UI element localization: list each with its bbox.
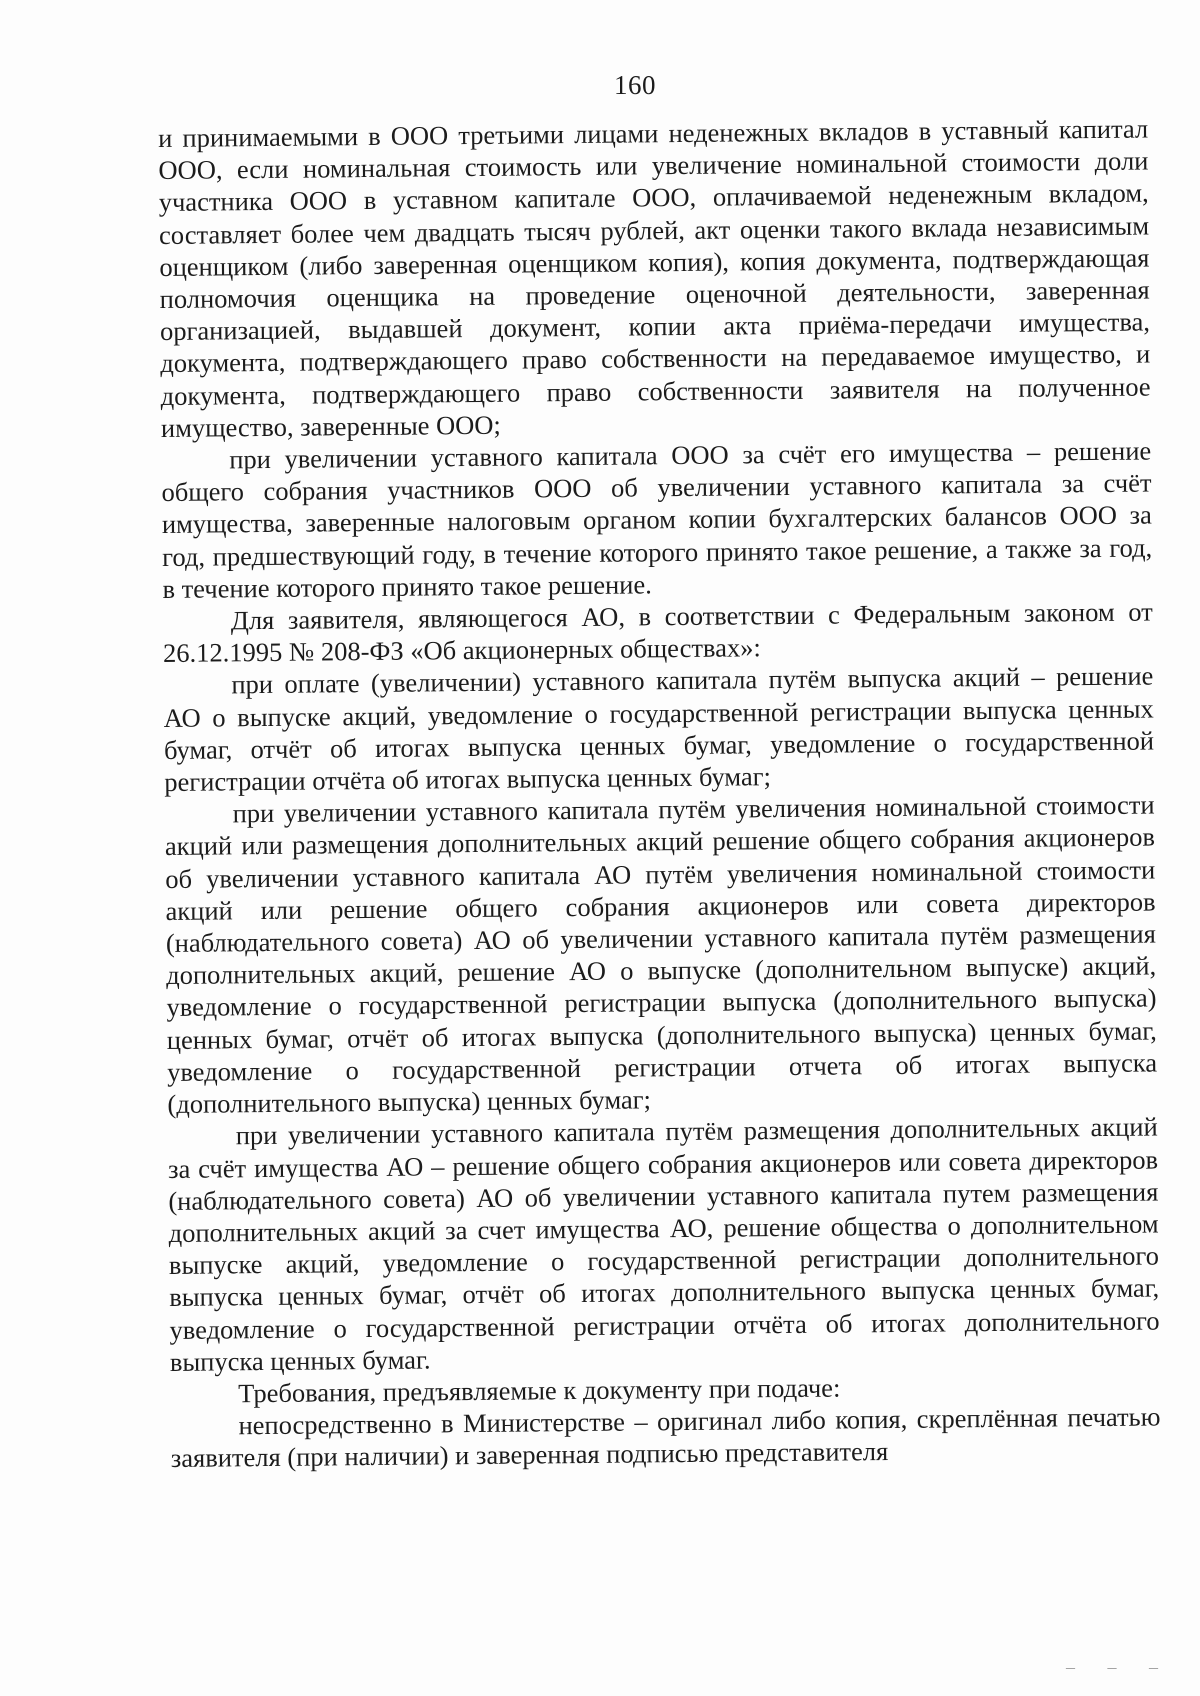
paragraph: при увеличении уставного капитала путём размещения дополнительных акций за счёт имущества АО – решение общего собрания акционеров или совета директоров (наблюдательного совета) АО об увеличении уставного капитала путем размещения дополнительных акций за счет имущества АО, решение общества о дополнительном выпуске акций, уведомление о государственной регистрации дополнительного выпуска ценных бумаг, отчёт об итогах дополнительного выпуска ценных бумаг, уведомление о государственной регистрации отчёта об итогах дополнительного выпуска ценных бумаг. [167, 1111, 1160, 1377]
paragraph: при увеличении уставного капитала путём увеличения номинальной стоимости акций или размещения дополнительных акций решение общего собрания акционеров об увеличении уставного капитала АО путём увеличения номинальной стоимости акций или решение общего собрания акционеров или совета директоров (наблюдательного совета) АО об увеличении уставного капитала путём размещения дополнительных акций, решение АО о выпуске (дополнительном выпуске) акций, уведомление о государственной регистрации выпуска (дополнительного выпуска) ценных бумаг, отчёт об итогах выпуска (дополнительного выпуска) ценных бумаг, уведомление о государственной регистрации отчета об итогах выпуска (дополнительного выпуска) ценных бумаг; [164, 789, 1158, 1120]
paragraph: Для заявителя, являющегося АО, в соответствии с Федеральным законом от 26.12.1995 № 208-ФЗ «Об акционерных обществах»: [162, 596, 1153, 669]
paragraph: и принимаемыми в ООО третьими лицами неденежных вкладов в уставный капитал ООО, если номинальная стоимость или увеличение номинальной стоимости доли участника ООО в уставном капитале ООО, оплачиваемой неденежным вкладом, составляет более чем двадцать тысяч рублей, акт оценки такого вклада независимым оценщиком (либо заверенная оценщиком копия), копия документа, подтверждающая полномочия оценщика на проведение оценочной деятельности, заверенная организацией, выдавшей документ, копии акта приёма-передачи имущества, документа, подтверждающего право собственности на передаваемое имущество, и документа, подтверждающего право собственности заявителя на полученное имущество, заверенные ООО; [158, 113, 1151, 443]
paragraph: при оплате (увеличении) уставного капитала путём выпуска акций – решение АО о выпуске акций, уведомление о государственной регистрации выпуска ценных бумаг, отчёт об итогах выпуска ценных бумаг, уведомление о государственной регистрации отчёта об итогах выпуска ценных бумаг; [163, 660, 1155, 798]
document-body [158, 112, 1161, 1474]
paragraph: Требования, предъявляемые к документу при подаче: [238, 1372, 841, 1409]
paragraph: непосредственно в Министерстве – оригинал либо копия, скреплённая печатью заявителя (при наличии) и заверенная подписью представителя [170, 1401, 1161, 1474]
scan-artifact-marks: – – – [1066, 1657, 1172, 1677]
page-number: 160 [614, 70, 656, 100]
paragraph: при увеличении уставного капитала ООО за счёт его имущества – решение общего собрания участников ООО об увеличении уставного капитала за счёт имущества, заверенные налоговым органом копии бухгалтерских балансов ООО за год, предшествующий году, в течение которого принято такое решение, а также за год, в течение которого принято такое решение. [161, 435, 1153, 604]
